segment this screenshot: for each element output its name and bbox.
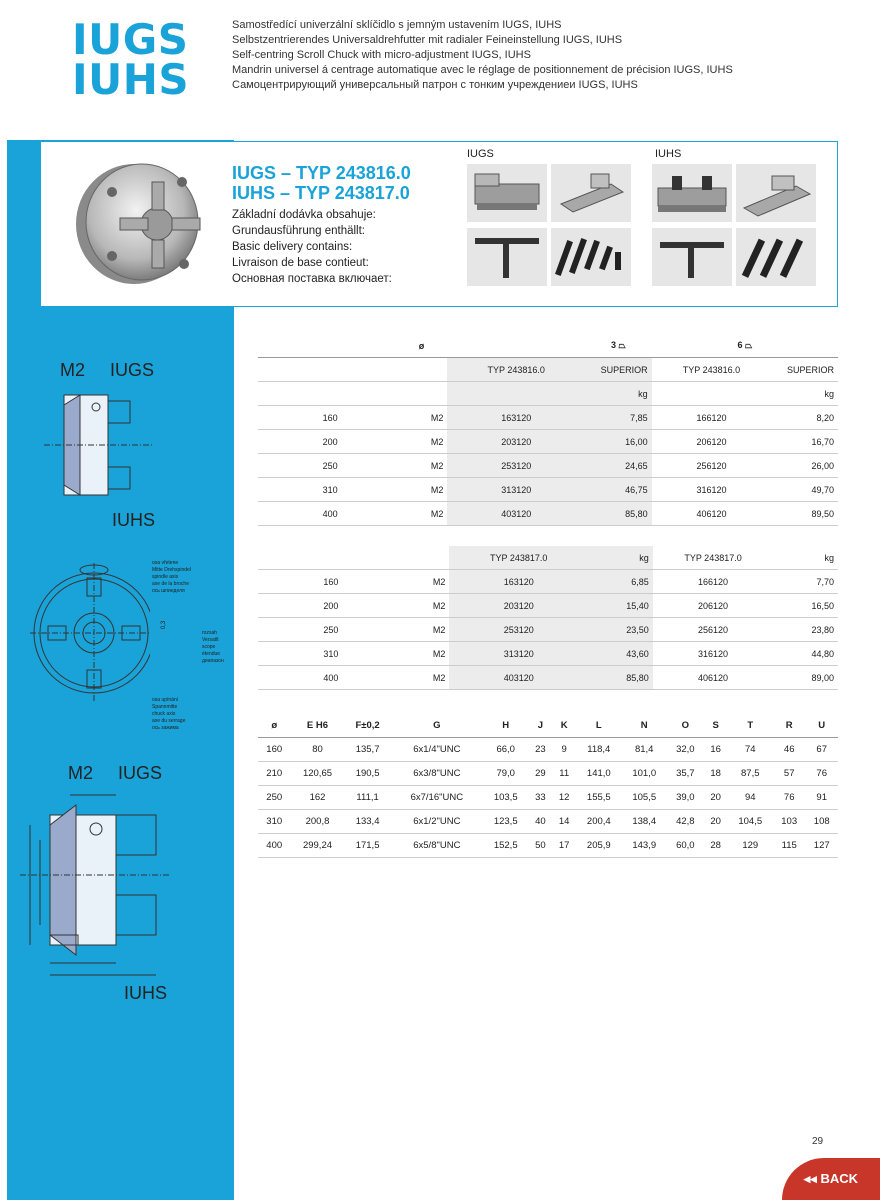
table-cell: 313120 (449, 642, 588, 666)
table-cell: 44,80 (773, 642, 838, 666)
table-cell: M2 (404, 570, 450, 594)
table-cell: 9 (552, 738, 576, 762)
table-cell: 16 (704, 738, 728, 762)
table-cell: 155,5 (576, 786, 621, 810)
table-cell: 76 (773, 786, 805, 810)
table-cell: 20 (704, 786, 728, 810)
intro-line: Selbstzentrierendes Universaldrehfutter mit radialer Feineinstellung IUGS, IUHS (232, 34, 623, 46)
table-cell: 89,00 (773, 666, 838, 690)
table-cell: 28 (704, 834, 728, 858)
table-cell: M2 (404, 618, 450, 642)
table-row (258, 642, 838, 666)
table-cell: 210 (258, 762, 290, 786)
table-cell: 190,5 (345, 762, 391, 786)
table-cell: 253120 (449, 618, 588, 642)
iuhs-key-image (652, 228, 732, 286)
table-cell: 166120 (652, 406, 772, 430)
column-header: N (622, 714, 667, 738)
dimensions-table (258, 714, 838, 858)
table-cell: 313120 (447, 478, 585, 502)
intro-line: Self-centring Scroll Chuck with micro-adjustment IUGS, IUHS (232, 49, 531, 61)
chuck-photo (72, 152, 222, 302)
iugs-accessory-label: IUGS (467, 148, 494, 160)
table-cell: 127 (805, 834, 838, 858)
table-cell: 406120 (652, 502, 772, 526)
table-cell: 85,80 (585, 502, 652, 526)
table-typ-243817 (258, 546, 838, 690)
table-cell: M2 (402, 502, 447, 526)
table-row (258, 834, 838, 858)
table-cell: M2 (404, 594, 450, 618)
side-iugs-label-2: IUGS (118, 763, 163, 783)
table-cell: 160 (258, 738, 290, 762)
column-header: J (528, 714, 552, 738)
table-cell: 403120 (449, 666, 588, 690)
table-cell: 17 (552, 834, 576, 858)
table-row (258, 666, 838, 690)
column-header: E H6 (290, 714, 344, 738)
table-cell: 111,1 (345, 786, 391, 810)
table-cell: 7,85 (585, 406, 652, 430)
table-cell: 6x1/2"UNC (391, 810, 483, 834)
section-drawing-small (44, 385, 154, 505)
table-cell: 205,9 (576, 834, 621, 858)
table-cell: 23,50 (588, 618, 653, 642)
table-cell: 400 (258, 502, 402, 526)
delivery-line: Основная поставка включает: (232, 273, 392, 285)
iugs-key-image (467, 228, 547, 286)
table-cell: 160 (258, 406, 402, 430)
column-header: H (483, 714, 528, 738)
table-cell: 8,20 (771, 406, 838, 430)
side-m2-label-2: M2 (68, 763, 94, 783)
table-cell: 79,0 (483, 762, 528, 786)
delivery-line: Basic delivery contains: (232, 241, 353, 253)
table-cell: 6x1/4"UNC (391, 738, 483, 762)
column-header: G (391, 714, 483, 738)
kg-header: kg (773, 546, 838, 570)
table-row (258, 570, 838, 594)
side-iuhs-label-2: IUHS (124, 983, 168, 1003)
table-cell: 6x5/8"UNC (391, 834, 483, 858)
table-cell: 39,0 (667, 786, 704, 810)
iugs-screws-image (551, 228, 631, 286)
delivery-line: Livraison de base contieut: (232, 257, 369, 269)
iugs-jaw-set-image (551, 164, 631, 222)
table-cell: M2 (404, 666, 450, 690)
table-cell: 49,70 (771, 478, 838, 502)
table-cell: 400 (258, 834, 290, 858)
iuhs-accessory-label: IUHS (655, 148, 682, 160)
table-cell: 24,65 (585, 454, 652, 478)
table-cell: 15,40 (588, 594, 653, 618)
table-cell: 74 (728, 738, 773, 762)
table-cell: 310 (258, 642, 404, 666)
table-cell: 316120 (652, 478, 772, 502)
kg-header: kg (588, 546, 653, 570)
table-cell: 6,85 (588, 570, 653, 594)
table-cell: 85,80 (588, 666, 653, 690)
table-row (258, 810, 838, 834)
table-cell: 66,0 (483, 738, 528, 762)
table-row (258, 454, 838, 478)
table-cell: 57 (773, 762, 805, 786)
section-drawing-large (10, 785, 180, 980)
table-cell: 6x3/8"UNC (391, 762, 483, 786)
table-cell: 162 (290, 786, 344, 810)
table-cell: 406120 (653, 666, 774, 690)
table-cell: 16,70 (771, 430, 838, 454)
scope-label: rozsah Versatlt scope étendue диапазон (202, 630, 224, 664)
table-cell: 23 (528, 738, 552, 762)
table-cell: 29 (528, 762, 552, 786)
table-typ-243816 (258, 334, 838, 526)
kg-header: kg (585, 382, 652, 406)
table-cell: 206120 (652, 430, 772, 454)
table-cell: 103 (773, 810, 805, 834)
table-cell: 60,0 (667, 834, 704, 858)
table-cell: 46 (773, 738, 805, 762)
typ-header: TYP 243817.0 (449, 546, 588, 570)
table-cell: 256120 (653, 618, 774, 642)
table-cell: 152,5 (483, 834, 528, 858)
table-cell: 43,60 (588, 642, 653, 666)
delivery-line: Grundausführung enthällt: (232, 225, 365, 237)
typ-iuhs: IUHS – TYP 243817.0 (232, 183, 410, 203)
table-cell: 120,65 (290, 762, 344, 786)
table-row (258, 430, 838, 454)
typ-iugs: IUGS – TYP 243816.0 (232, 163, 411, 183)
kg-header: kg (771, 382, 838, 406)
col-6-jaws: 6 ⏢ (652, 334, 838, 358)
page-number: 29 (812, 1136, 824, 1147)
table-cell: 163120 (447, 406, 585, 430)
table-cell: 171,5 (345, 834, 391, 858)
table-cell: 103,5 (483, 786, 528, 810)
delivery-text (232, 207, 392, 287)
table-cell: 50 (528, 834, 552, 858)
table-cell: 200 (258, 430, 402, 454)
column-header: ø (258, 714, 290, 738)
column-header: R (773, 714, 805, 738)
table-cell: 203120 (447, 430, 585, 454)
superior-header: SUPERIOR (771, 358, 838, 382)
brand-line-1: IUGS (72, 15, 189, 64)
dim-03-label: 0,3 (161, 620, 168, 630)
table-cell: 46,75 (585, 478, 652, 502)
table-cell: 42,8 (667, 810, 704, 834)
typ-header: TYP 243816.0 (652, 358, 772, 382)
column-header: L (576, 714, 621, 738)
table-cell: 26,00 (771, 454, 838, 478)
table-cell: 256120 (652, 454, 772, 478)
table-cell: 12 (552, 786, 576, 810)
column-header: U (805, 714, 838, 738)
side-iugs-label: IUGS (110, 360, 155, 380)
intro-line: Самоцентрирующий универсальный патрон с тонким учреждениеи IUGS, IUHS (232, 79, 638, 91)
table-cell: 16,00 (585, 430, 652, 454)
table-cell: 310 (258, 810, 290, 834)
table-cell: 166120 (653, 570, 774, 594)
column-header: S (704, 714, 728, 738)
table-row (258, 618, 838, 642)
table-cell: M2 (402, 406, 447, 430)
table-row (258, 786, 838, 810)
table-cell: 200,4 (576, 810, 621, 834)
col-diameter: ø (258, 334, 585, 358)
table-cell: M2 (402, 454, 447, 478)
superior-header: SUPERIOR (585, 358, 652, 382)
table-cell: 316120 (653, 642, 774, 666)
iuhs-jaw-image (652, 164, 732, 222)
table-cell: 35,7 (667, 762, 704, 786)
column-header: T (728, 714, 773, 738)
iugs-jaw-image (467, 164, 547, 222)
table-cell: 14 (552, 810, 576, 834)
iuhs-jaw-set-image (736, 164, 816, 222)
table-cell: 250 (258, 786, 290, 810)
table-cell: 108 (805, 810, 838, 834)
table-cell: 123,5 (483, 810, 528, 834)
column-header: O (667, 714, 704, 738)
chuck-axis-label: osa upínání Spannmitte chuck axis axe du serrage ось зажима (152, 697, 186, 731)
typ-header: TYP 243816.0 (447, 358, 585, 382)
typ-heading (232, 163, 411, 203)
table-row (258, 406, 838, 430)
intro-line: Mandrin universel á centrage automatique avec le réglage de positionnement de précision IUGS, IUHS (232, 64, 733, 76)
table-cell: 160 (258, 570, 404, 594)
table-cell: 200,8 (290, 810, 344, 834)
table-cell: 253120 (447, 454, 585, 478)
table-cell: 94 (728, 786, 773, 810)
table-cell: 133,4 (345, 810, 391, 834)
table-row (258, 478, 838, 502)
table-row (258, 738, 838, 762)
table-cell: 7,70 (773, 570, 838, 594)
table-cell: 91 (805, 786, 838, 810)
table-cell: 141,0 (576, 762, 621, 786)
table-cell: 203120 (449, 594, 588, 618)
table-row (258, 502, 838, 526)
table-cell: 67 (805, 738, 838, 762)
iuhs-screws-image (736, 228, 816, 286)
table-cell: 143,9 (622, 834, 667, 858)
table-cell: 20 (704, 810, 728, 834)
typ-header: TYP 243817.0 (653, 546, 774, 570)
table-cell: 11 (552, 762, 576, 786)
table-cell: 135,7 (345, 738, 391, 762)
side-m2-label: M2 (60, 360, 86, 380)
front-view-drawing (30, 558, 150, 708)
spindle-axis-label: osa vřetene Mitte Drehspindel spindle axis axe de la broche ось шпинделя (152, 560, 191, 594)
table-cell: 206120 (653, 594, 774, 618)
table-cell: 105,5 (622, 786, 667, 810)
intro-line: Samostředící univerzální sklíčidlo s jemným ustavením IUGS, IUHS (232, 19, 562, 31)
intro-text (232, 18, 733, 93)
table-cell: 18 (704, 762, 728, 786)
table-cell: 16,50 (773, 594, 838, 618)
table-cell: 403120 (447, 502, 585, 526)
table-cell: 6x7/16"UNC (391, 786, 483, 810)
table-cell: 118,4 (576, 738, 621, 762)
brand-title (72, 15, 190, 104)
table-cell: 89,50 (771, 502, 838, 526)
table-cell: 115 (773, 834, 805, 858)
table-cell: M2 (402, 430, 447, 454)
table-cell: 32,0 (667, 738, 704, 762)
table-cell: 250 (258, 618, 404, 642)
table-cell: 250 (258, 454, 402, 478)
table-cell: 138,4 (622, 810, 667, 834)
table-cell: 129 (728, 834, 773, 858)
table-cell: 104,5 (728, 810, 773, 834)
table-cell: 163120 (449, 570, 588, 594)
table-cell: 23,80 (773, 618, 838, 642)
table-cell: 400 (258, 666, 404, 690)
brand-line-2: IUHS (72, 55, 190, 104)
table-cell: 200 (258, 594, 404, 618)
back-button[interactable]: ◂◂ BACK (782, 1158, 880, 1200)
table-cell: M2 (404, 642, 450, 666)
table-row (258, 594, 838, 618)
table-row (258, 762, 838, 786)
table-cell: 101,0 (622, 762, 667, 786)
table-cell: 81,4 (622, 738, 667, 762)
table-cell: 76 (805, 762, 838, 786)
delivery-line: Základní dodávka obsahuje: (232, 209, 376, 221)
col-3-jaws: 3 ⏢ (585, 334, 652, 358)
table-cell: 80 (290, 738, 344, 762)
side-iuhs-label: IUHS (112, 510, 156, 530)
table-cell: 87,5 (728, 762, 773, 786)
table-cell: 33 (528, 786, 552, 810)
table-cell: 310 (258, 478, 402, 502)
table-cell: 40 (528, 810, 552, 834)
column-header: F±0,2 (345, 714, 391, 738)
table-cell: M2 (402, 478, 447, 502)
column-header: K (552, 714, 576, 738)
table-cell: 299,24 (290, 834, 344, 858)
